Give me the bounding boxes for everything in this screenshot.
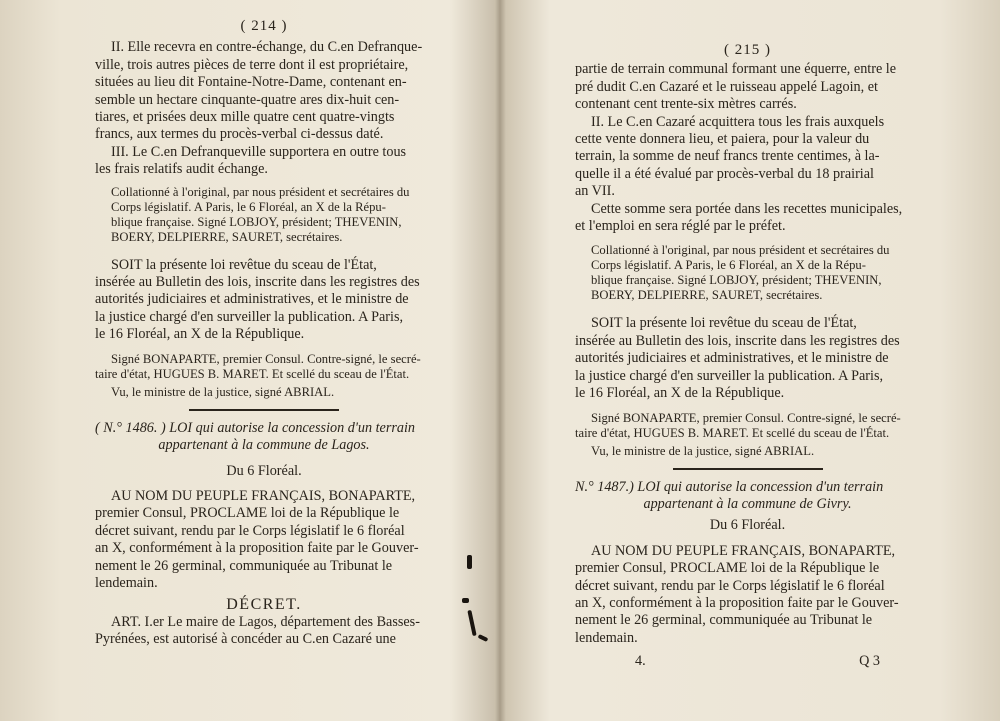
article-2: II. Le C.en Cazaré acquittera tous les frais auxquels cette vente donnera lieu, et paiera, pour la valeur du terrain, la somme de neuf francs trente centimes, à la- quelle il a été évalué par procès-verbal du 18 prairial an VII. <box>575 113 885 200</box>
signature-paragraph: Signé BONAPARTE, premier Consul. Contre-signé, le secré- taire d'état, HUGUES B. MARET. Et scellé du sceau de l'État. Vu, le ministre de la justice, signé ABRIAL. <box>95 351 421 399</box>
section-divider <box>189 409 339 411</box>
signature-mark: 4. <box>635 653 646 670</box>
law-date: Du 6 Floréal. <box>709 517 786 534</box>
law-title: N.° 1487.) LOI qui autorise la concession d'un terrain appartenant à la commune de Givry. <box>575 478 884 512</box>
right-page-text <box>575 42 920 671</box>
article-2: II. Elle recevra en contre-échange, du C.en Defranque- ville, trois autres pièces de terre dont il est propriétaire, situées au lieu dit Fontaine-Notre-Dame, contenant en- semble un hectare cinquante-quatre ares dix-huit cen- tiares, et prisées deux mille quatre cent quatre-vingts francs, aux termes du procès-verbal ci-dessus daté. <box>95 39 423 143</box>
promulgation-paragraph: SOIT la présente loi revêtue du sceau de l'État, insérée au Bulletin des lois, inscrite dans les registres des autorités judiciaires et administratives, et le ministre de la justice chargé d'en surveiller la publication. A Paris, le 16 Floréal, an X de la République. <box>95 256 420 343</box>
ink-blot <box>462 598 469 603</box>
sum-paragraph: Cette somme sera portée dans les recettes municipales, et l'emploi en sera réglé par le préfet. <box>575 200 903 235</box>
article-continuation: partie de terrain communal formant une équerre, entre le pré dudit C.en Cazaré et le ruisseau appelé Lagoin, et contenant cent trente-six mètres carrés. <box>575 61 897 113</box>
page-number: ( 215 ) <box>724 42 771 58</box>
law-title: ( N.° 1486. ) LOI qui autorise la concession d'un terrain appartenant à la commune de Lagos. <box>95 419 416 454</box>
collation-paragraph: Collationné à l'original, par nous président et secrétaires du Corps législatif. A Paris, le 6 Floréal, an X de la Répu- blique française. Signé LOBJOY, président; THEVENIN, BOERY, DELPIERRE, SAURET, secrétaires. <box>591 243 890 303</box>
page-number: ( 214 ) <box>240 18 288 34</box>
left-page-text <box>95 18 433 649</box>
proclamation-paragraph: AU NOM DU PEUPLE FRANÇAIS, BONAPARTE, premier Consul, PROCLAME loi de la République le décret suivant, rendu par le Corps législatif le 6 floréal an X, conformément à la proposition faite par le Gouver- nement le 26 germinal, communiquée au Tribunat le lendemain. <box>95 487 419 591</box>
right-page <box>505 0 1000 721</box>
proclamation-paragraph: AU NOM DU PEUPLE FRANÇAIS, BONAPARTE, premier Consul, PROCLAME loi de la République le décret suivant, rendu par le Corps législatif le 6 floréal an X, conformément à la proposition faite par le Gouver- nement le 26 germinal, communiquée au Tribunat le lendemain. <box>575 542 899 646</box>
decree-heading: DÉCRET. <box>226 596 302 614</box>
article-1: ART. I.er Le maire de Lagos, département des Basses- Pyrénées, est autorisé à concéder au C.en Cazaré une <box>95 613 420 648</box>
ink-blot <box>467 555 472 569</box>
section-divider <box>673 468 823 470</box>
article-3: III. Le C.en Defranqueville supportera en outre tous les frais relatifs audit échange. <box>95 143 407 178</box>
catchword: Q 3 <box>859 653 880 670</box>
page-footer <box>575 653 920 670</box>
promulgation-paragraph: SOIT la présente loi revêtue du sceau de l'État, insérée au Bulletin des lois, inscrite dans les registres des autorités judiciaires et administratives, et le ministre de la justice chargé d'en surveiller la publication. A Paris, le 16 Floréal, an X de la République. <box>575 315 900 402</box>
signature-paragraph: Signé BONAPARTE, premier Consul. Contre-signé, le secré- taire d'état, HUGUES B. MARET. Et scellé du sceau de l'État. Vu, le ministre de la justice, signé ABRIAL. <box>575 410 901 458</box>
law-date: Du 6 Floréal. <box>226 462 302 479</box>
collation-paragraph: Collationné à l'original, par nous président et secrétaires du Corps législatif. A Paris, le 6 Floréal, an X de la Répu- blique française. Signé LOBJOY, président; THEVENIN, BOERY, DELPIERRE, SAURET, secrétaires. <box>111 184 410 244</box>
